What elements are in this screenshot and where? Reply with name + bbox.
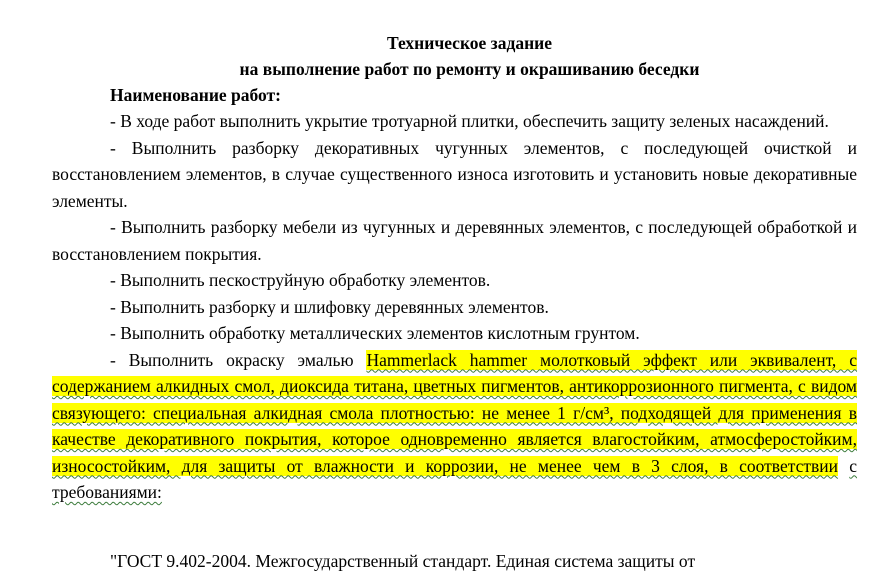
paint-item <box>52 347 857 506</box>
paint-item-suffix: с требованиями: <box>52 455 858 502</box>
paint-item-prefix: - Выполнить окраску эмалью <box>110 349 367 370</box>
cut-off-line: "ГОСТ 9.402-2004. Межгосударственный стандарт. Единая система защиты от <box>110 551 696 571</box>
work-item: - Выполнить разборку мебели из чугунных и деревянных элементов, с последующей обработкой и восстановлением покрытия. <box>52 217 857 264</box>
work-item: - Выполнить разборку и шлифовку деревянных элементов. <box>110 296 549 317</box>
work-item: - В ходе работ выполнить укрытие тротуарной плитки, обеспечить защиту зеленых насаждений. <box>110 111 829 131</box>
doc-title-line2: на выполнение работ по ремонту и окрашиванию беседки <box>239 59 700 79</box>
highlighted-text: Hammerlack hammer молотковый эффект или эквивалент, с содержанием алкидных смол, диоксида титана, цветных пигментов, антикоррозионного пигмента, с видом связующего: специальная алкидная смола плотностью: не менее 1 г/см³, подходящей для применения в качестве декоративного покрытия, которое одновременно является влагостойким, атмосферостойким, износостойким, для защиты от влажности и коррозии, не менее чем в 3 слоя, в соответствии <box>52 349 857 476</box>
work-item: - Выполнить обработку металлических элементов кислотным грунтом. <box>110 323 640 343</box>
section-heading: Наименование работ: <box>110 85 281 105</box>
work-item: - Выполнить разборку декоративных чугунных элементов, с последующей очисткой и восстановлением элементов, в случае существенного износа изготовить и установить новые декоративные элементы. <box>52 137 857 211</box>
work-item: - Выполнить пескоструйную обработку элементов. <box>110 270 491 290</box>
doc-title-line1: Техническое задание <box>386 33 553 53</box>
